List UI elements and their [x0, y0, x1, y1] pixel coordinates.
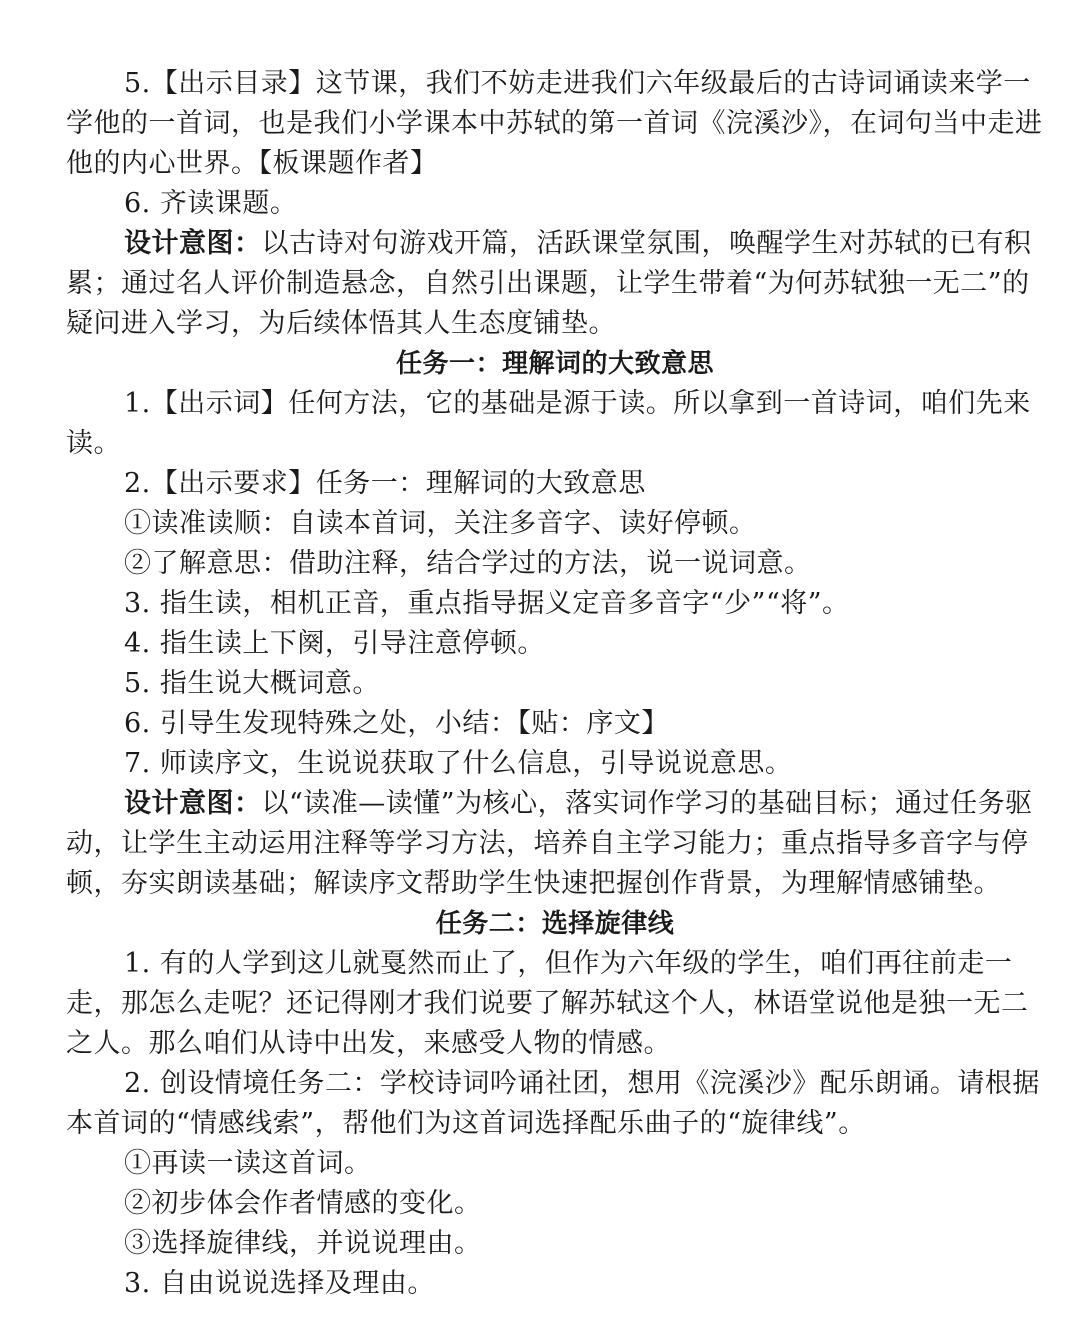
design-intent-text: 以“读准—读懂”为核心，落实词作学习的基础目标；通过任务驱动，让学生主动运用注释等学习方法，培养自主学习能力；重点指导多音字与停顿，夯实朗读基础；解读序文帮助学生快速把握创作背景，为理解情感铺垫。 [66, 788, 1033, 899]
task1-design-intent [66, 784, 1044, 904]
design-intent-label: 设计意图： [124, 788, 262, 819]
task1-item-3: 3. 指生读，相机正音，重点指导据义定音多音字“少”“将”。 [124, 588, 850, 619]
design-intent-text: 以古诗对句游戏开篇，活跃课堂氛围，唤醒学生对苏轼的已有积累；通过名人评价制造悬念，自然引出课题，让学生带着“为何苏轼独一无二”的疑问进入学习，为后续体悟其人生态度铺垫。 [66, 228, 1032, 339]
task2-item-2: 2. 创设情境任务二：学校诗词吟诵社团，想用《浣溪沙》配乐朗诵。请根据本首词的“情感线索”，帮他们为这首词选择配乐曲子的“旋律线”。 [66, 1068, 1040, 1139]
task1-item-1: 1.【出示词】任何方法，它的基础是源于读。所以拿到一首诗词，咱们先来读。 [66, 388, 1031, 459]
task2-sub-2: ②初步体会作者情感的变化。 [124, 1188, 482, 1219]
task1-sub-2: ②了解意思：借助注释，结合学过的方法，说一说词意。 [124, 548, 812, 579]
task1-sub-1: ①读准读顺：自读本首词，关注多音字、读好停顿。 [124, 508, 757, 539]
intro-design-intent [66, 224, 1044, 344]
task1-item-4: 4. 指生读上下阕，引导注意停顿。 [124, 628, 545, 659]
intro-item-6: 6. 齐读课题。 [124, 188, 298, 219]
task2-sub-1: ①再读一读这首词。 [124, 1148, 372, 1179]
task2-heading: 任务二：选择旋律线 [435, 909, 675, 939]
task1-item-7: 7. 师读序文，生说说获取了什么信息，引导说说意思。 [124, 748, 793, 779]
task1-item-2: 2.【出示要求】任务一：理解词的大致意思 [124, 468, 646, 499]
task1-item-6: 6. 引导生发现特殊之处，小结：【贴：序文】 [124, 708, 669, 739]
design-intent-label: 设计意图： [124, 228, 262, 259]
task2-item-3: 3. 自由说说选择及理由。 [124, 1268, 435, 1299]
task2-item-1: 1. 有的人学到这儿就戛然而止了，但作为六年级的学生，咱们再往前走一走，那怎么走呢？还记得刚才我们说要了解苏轼这个人，林语堂说他是独一无二之人。那么咱们从诗中出发，来感受人物的情感。 [66, 948, 1029, 1059]
task1-item-5: 5. 指生说大概词意。 [124, 668, 380, 699]
task2-sub-3: ③选择旋律线，并说说理由。 [124, 1228, 482, 1259]
intro-item-5: 5.【出示目录】这节课，我们不妨走进我们六年级最后的古诗词诵读来学一学他的一首词，也是我们小学课本中苏轼的第一首词《浣溪沙》，在词句当中走进他的内心世界。【板课题作者】 [66, 68, 1043, 179]
task1-heading: 任务一：理解词的大致意思 [395, 349, 714, 379]
